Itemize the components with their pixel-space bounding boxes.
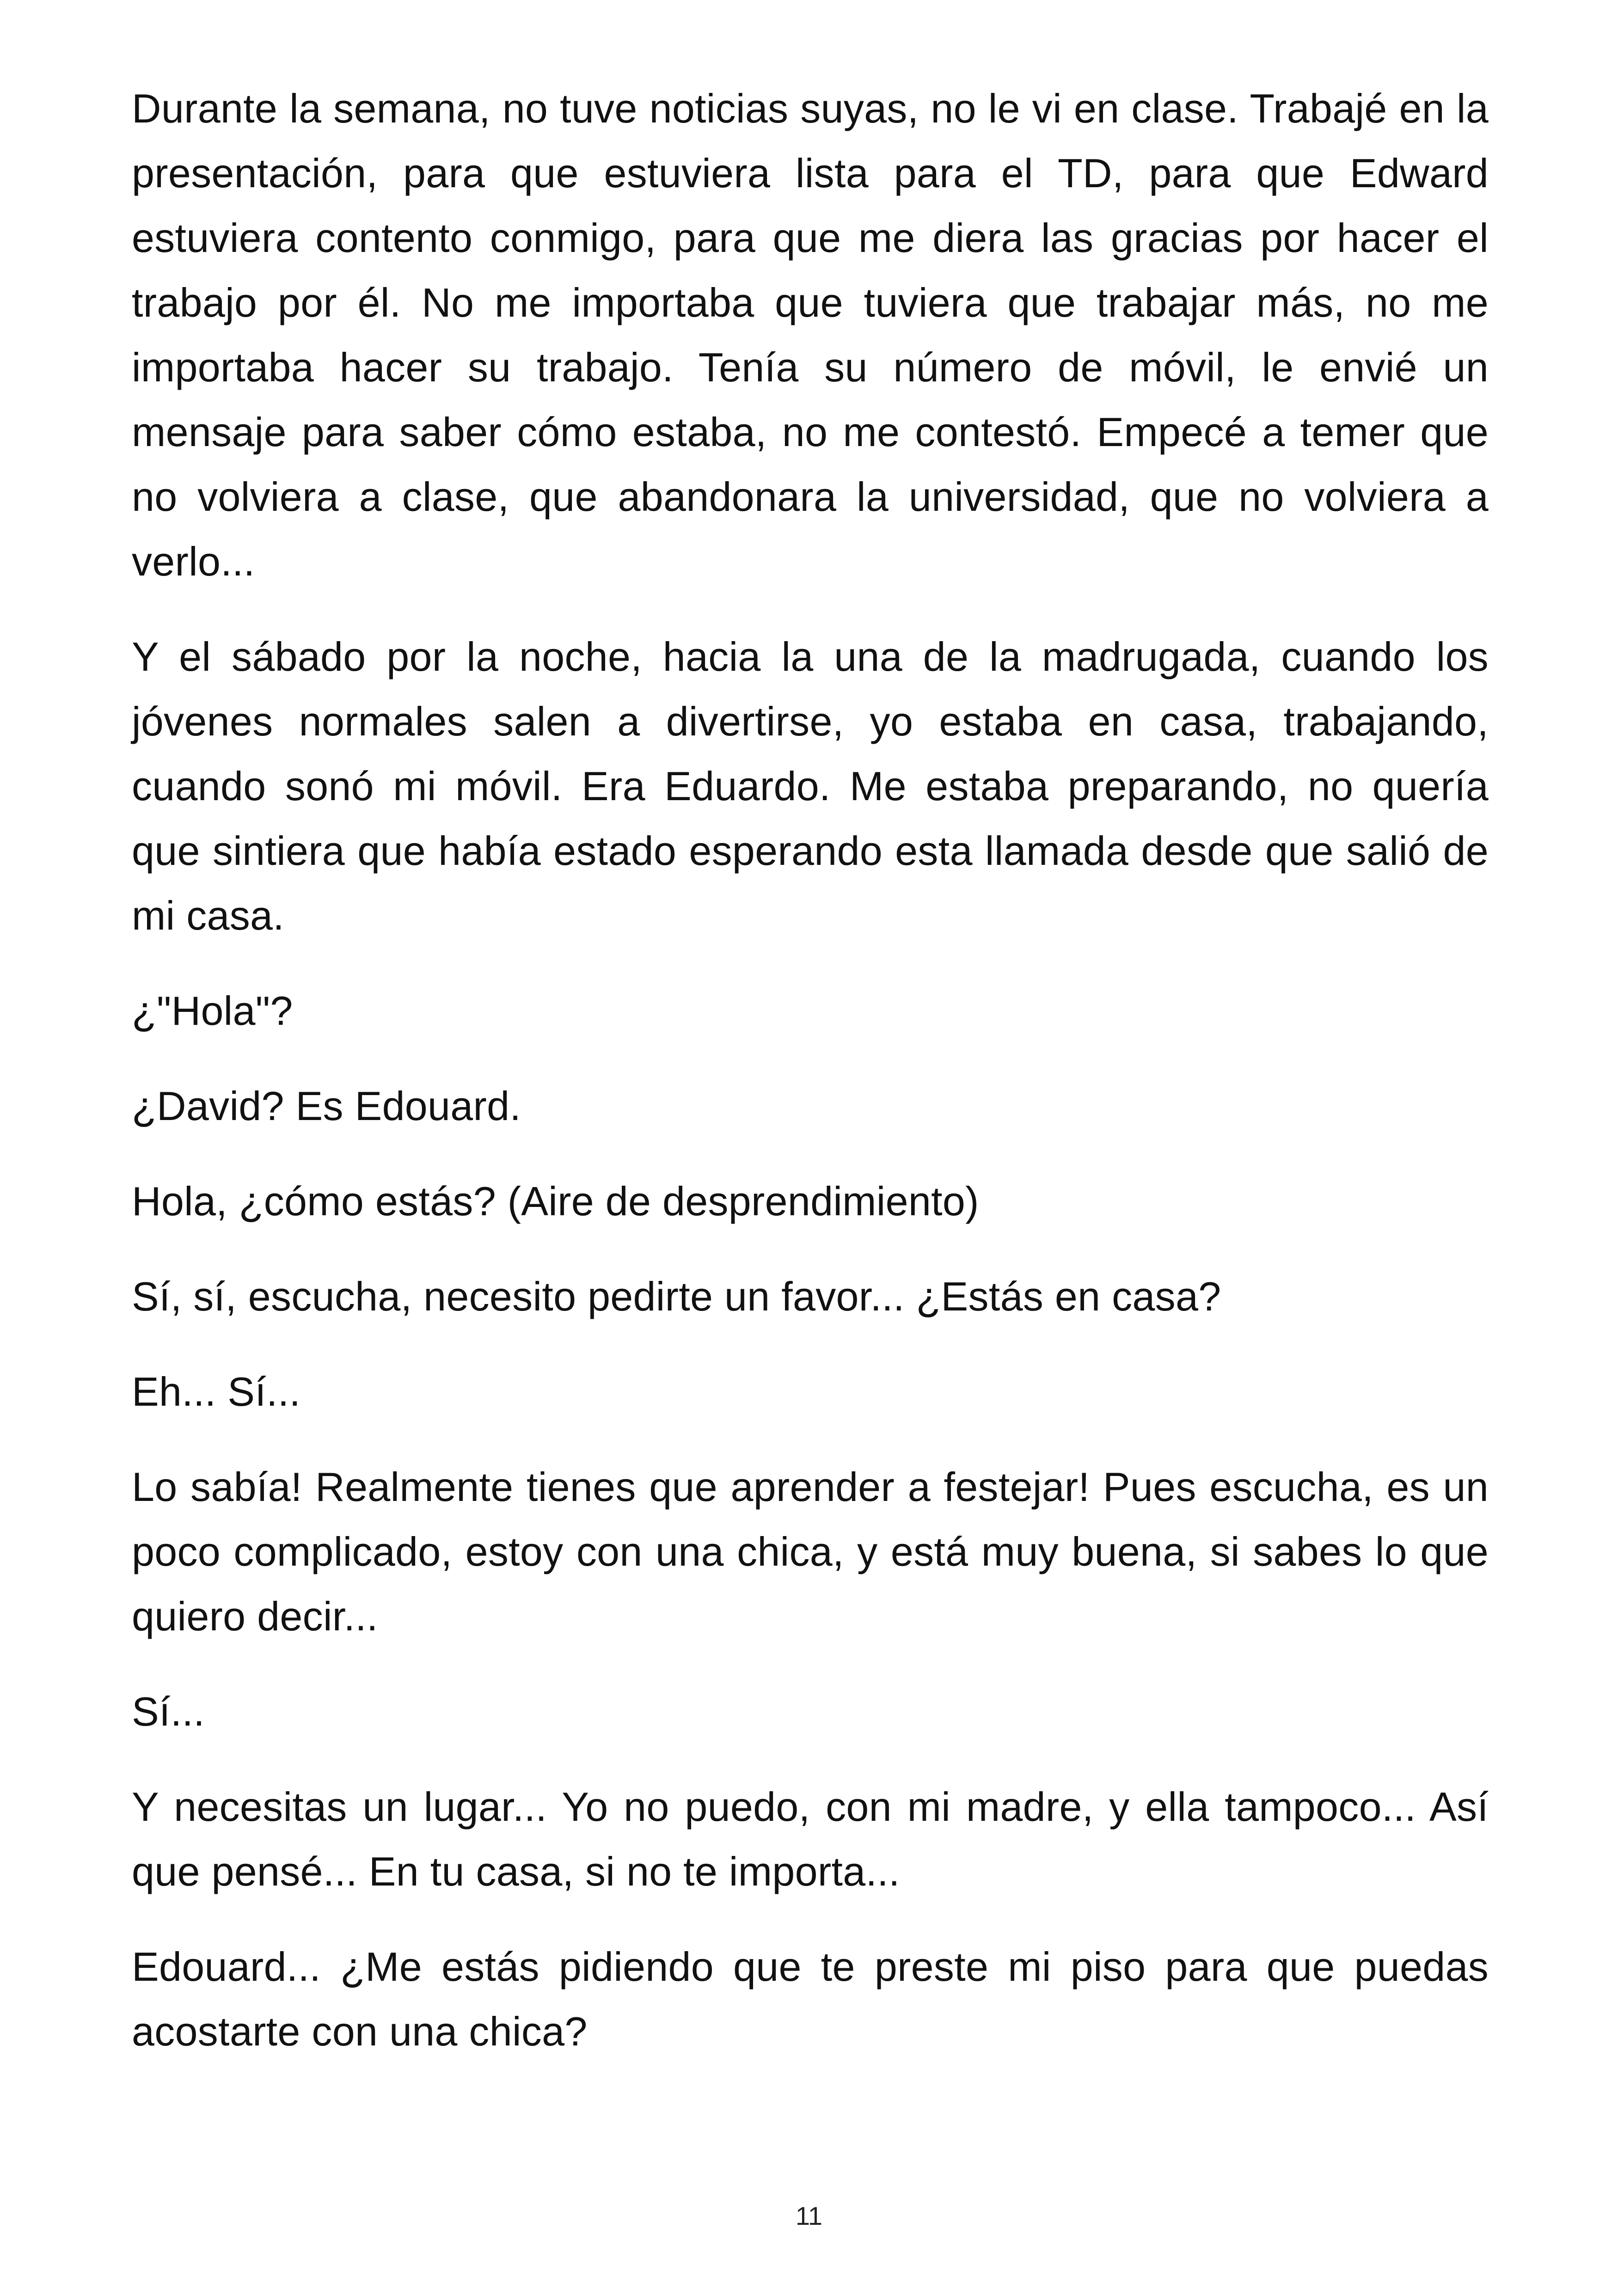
- paragraph-1: Durante la semana, no tuve noticias suyas, no le vi en clase. Trabajé en la presentación, para que estuviera lista para el TD, para que Edward estuviera contento conmigo, para que me diera las gracias por hacer el trabajo por él. No me importaba que tuviera que trabajar más, no me importaba hacer su trabajo. Tenía su número de móvil, le envié un mensaje para saber cómo estaba, no me contestó. Empecé a temer que no volviera a clase, que abandonara la universidad, que no volviera a verlo...: [132, 86, 1489, 584]
- paragraph-11: Edouard... ¿Me estás pidiendo que te preste mi piso para que puedas acostarte con una chica?: [132, 1944, 1489, 2054]
- paragraph-6: Sí, sí, escucha, necesito pedirte un favor... ¿Estás en casa?: [132, 1274, 1221, 1319]
- paragraph-7: Eh... Sí...: [132, 1369, 301, 1414]
- paragraph-5: Hola, ¿cómo estás? (Aire de desprendimiento): [132, 1178, 979, 1224]
- paragraph-2: Y el sábado por la noche, hacia la una de la madrugada, cuando los jóvenes normales salen a divertirse, yo estaba en casa, trabajando, cuando sonó mi móvil. Era Eduardo. Me estaba preparando, no quería que sintiera que había estado esperando esta llamada desde que salió de mi casa.: [132, 634, 1489, 938]
- page-number: 11: [795, 2201, 823, 2230]
- page-body: [132, 76, 1489, 2094]
- paragraph-3: ¿"Hola"?: [132, 988, 293, 1034]
- paragraph-8: Lo sabía! Realmente tienes que aprender a festejar! Pues escucha, es un poco complicado, estoy con una chica, y está muy buena, si sabes lo que quiero decir...: [132, 1464, 1489, 1639]
- paragraph-10: Y necesitas un lugar... Yo no puedo, con mi madre, y ella tampoco... Así que pensé... En tu casa, si no te importa...: [132, 1784, 1489, 1894]
- paragraph-4: ¿David? Es Edouard.: [132, 1083, 521, 1129]
- paragraph-9: Sí...: [132, 1689, 205, 1734]
